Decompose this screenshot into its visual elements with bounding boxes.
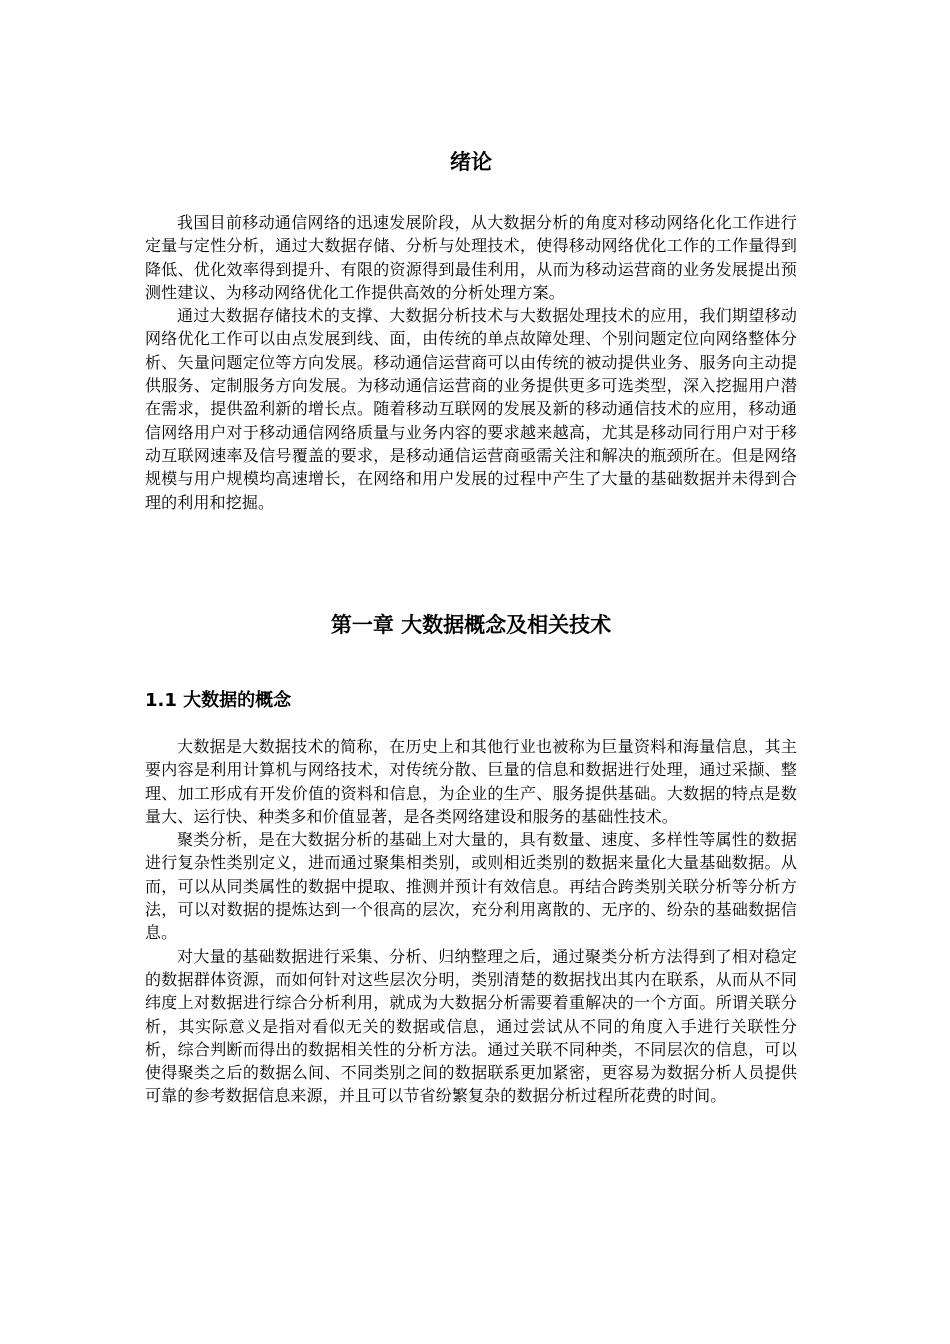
section-paragraph-1: 大数据是大数据技术的简称，在历史上和其他行业也被称为巨量资料和海量信息，其主要内容是利用计算机与网络技术，对传统分散、巨量的信息和数据进行处理，通过采撷、整理、加工形成有开发价值的资料和信息，为企业的生产、服务提供基础。大数据的特点是数量大、运行快、种类多和价值显著，是各类网络建设和服务的基础性技术。 (145, 737, 797, 826)
section-body (145, 735, 797, 1108)
intro-body (145, 211, 797, 514)
intro-paragraph-1: 我国目前移动通信网络的迅速发展阶段，从大数据分析的角度对移动网络化化工作进行定量与定性分析，通过大数据存储、分析与处理技术，使得移动网络优化工作的工作量得到降低、优化效率得到提升、有限的资源得到最佳利用，从而为移动运营商的业务发展提出预测性建议、为移动网络优化工作提供高效的分析处理方案。 (145, 213, 797, 302)
intro-title: 绪论 (450, 150, 492, 174)
section-title: 1.1 大数据的概念 (145, 690, 292, 711)
section-paragraph-3: 对大量的基础数据进行采集、分析、归纳整理之后，通过聚类分析方法得到了相对稳定的数据群体资源，而如何针对这些层次分明，类别清楚的数据找出其内在联系，从而从不同纬度上对数据进行综合分析利用，就成为大数据分析需要着重解决的一个方面。所谓关联分析，其实际意义是指对看似无关的数据或信息，通过尝试从不同的角度入手进行关联性分析，综合判断而得出的数据相关性的分析方法。通过关联不同种类，不同层次的信息，可以使得聚类之后的数据么间、不同类别之间的数据联系更加紧密，更容易为数据分析人员提供可靠的参考数据信息来源，并且可以节省纷繁复杂的数据分析过程所花费的时间。 (145, 946, 797, 1106)
chapter-title: 第一章 大数据概念及相关技术 (330, 613, 612, 637)
section-paragraph-2: 聚类分析，是在大数据分析的基础上对大量的，具有数量、速度、多样性等属性的数据进行复杂性类别定义，进而通过聚集相类别，或则相近类别的数据来量化大量基础数据。从而，可以从同类属性的数据中提取、推测并预计有效信息。再结合跨类别关联分析等分析方法，可以对数据的提炼达到一个很高的层次，充分利用离散的、无序的、纷杂的基础数据信息。 (145, 830, 797, 943)
intro-paragraph-2: 通过大数据存储技术的支撑、大数据分析技术与大数据处理技术的应用，我们期望移动网络优化工作可以由点发展到线、面，由传统的单点故障处理、个别问题定位向网络整体分析、矢量问题定位等方向发展。移动通信运营商可以由传统的被动提供业务、服务向主动提供服务、定制服务方向发展。为移动通信运营商的业务提供更多可选类型，深入挖掘用户潜在需求，提供盈利新的增长点。随着移动互联网的发展及新的移动通信技术的应用，移动通信网络用户对于移动通信网络质量与业务内容的要求越来越高，尤其是移动同行用户对于移动互联网速率及信号覆盖的要求，是移动通信运营商亟需关注和解决的瓶颈所在。但是网络规模与用户规模均高速增长，在网络和用户发展的过程中产生了大量的基础数据并未得到合理的利用和挖掘。 (145, 306, 797, 512)
